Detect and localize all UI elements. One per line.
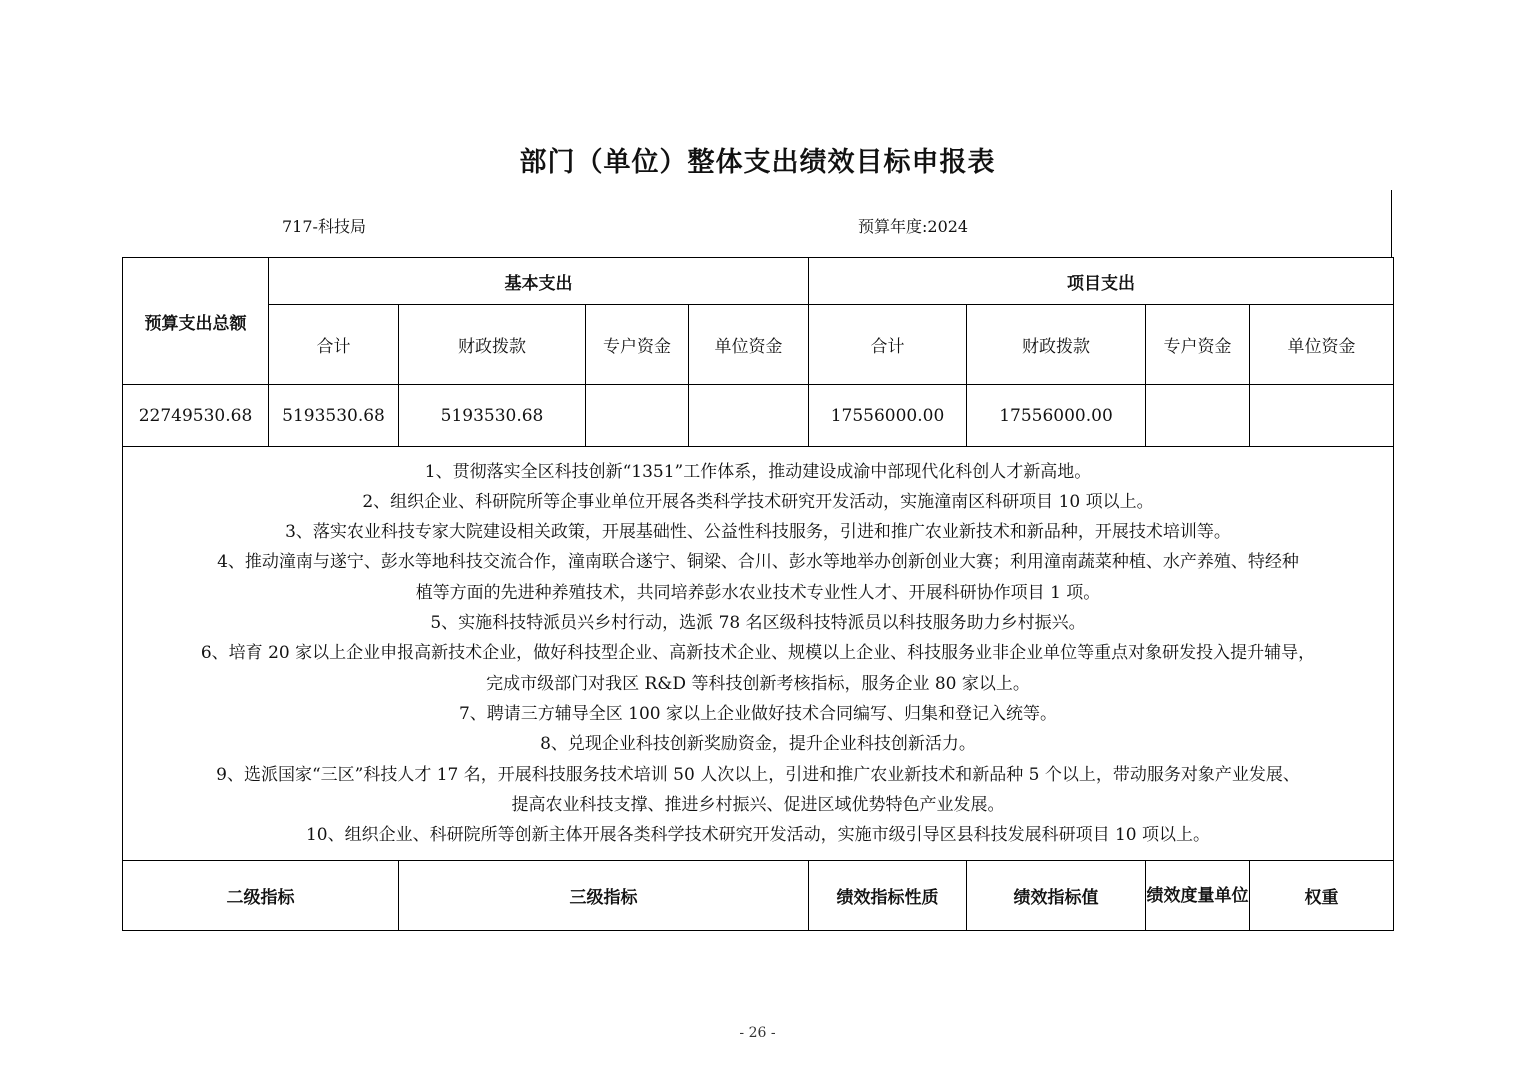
- basic-header: 基本支出: [269, 258, 809, 305]
- table-right-edge-line: [1391, 190, 1392, 258]
- goal-line: 1、贯彻落实全区科技创新“1351”工作体系，推动建设成渝中部现代化科创人才新高地。: [424, 461, 1092, 482]
- indicator-value-header: 绩效指标值: [967, 861, 1146, 931]
- goals-row: [123, 447, 1394, 861]
- goal-line: 6、培育 20 家以上企业申报高新技术企业，做好科技型企业、高新技术企业、规模以上企业、科技服务业非企业单位等重点对象研发投入提升辅导，: [200, 643, 1316, 664]
- page-title: 部门（单位）整体支出绩效目标申报表: [519, 147, 996, 178]
- total-value: 22749530.68: [123, 385, 269, 447]
- goal-line: 2、组织企业、科研院所等企事业单位开展各类科学技术研究开发活动，实施潼南区科研项目 10 项以上。: [362, 491, 1154, 512]
- project-fiscal-header: 财政拨款: [967, 305, 1146, 385]
- project-fiscal-value: 17556000.00: [967, 385, 1146, 447]
- goal-line: 植等方面的先进种养殖技术，共同培养彭水农业技术专业性人才、开展科研协作项目 1 项。: [415, 582, 1101, 603]
- unit-name: 717-科技局: [282, 217, 366, 236]
- basic-total-value: 5193530.68: [269, 385, 399, 447]
- project-unit-value: [1250, 385, 1394, 447]
- project-special-value: [1146, 385, 1250, 447]
- goal-line: 7、聘请三方辅导全区 100 家以上企业做好技术合同编写、归集和登记入统等。: [458, 703, 1058, 724]
- indicator-header-row: [123, 861, 1394, 931]
- total-header: 预算支出总额: [123, 258, 269, 385]
- budget-year: 预算年度:2024: [858, 217, 969, 236]
- goal-line: 9、选派国家“三区”科技人才 17 名，开展科技服务技术培训 50 人次以上，引进和推广农业新技术和新品种 5 个以上，带动服务对象产业发展、: [216, 764, 1300, 785]
- basic-unit-header: 单位资金: [689, 305, 809, 385]
- header-row-2: [123, 305, 1394, 385]
- goal-line: 10、组织企业、科研院所等创新主体开展各类科学技术研究开发活动，实施市级引导区县科技发展科研项目 10 项以上。: [305, 825, 1211, 846]
- goal-line: 5、实施科技特派员兴乡村行动，选派 78 名区级科技特派员以科技服务助力乡村振兴。: [430, 613, 1086, 634]
- measure-unit-header: 绩效度量单位: [1146, 861, 1250, 931]
- values-row: [123, 385, 1394, 447]
- header-row-1: [123, 258, 1394, 305]
- goal-line: 8、兑现企业科技创新奖励资金，提升企业科技创新活力。: [540, 734, 976, 755]
- basic-fiscal-value: 5193530.68: [399, 385, 586, 447]
- indicator-nature-header: 绩效指标性质: [809, 861, 967, 931]
- project-special-header: 专户资金: [1146, 305, 1250, 385]
- basic-special-value: [586, 385, 689, 447]
- project-unit-header: 单位资金: [1250, 305, 1394, 385]
- level2-indicator-header: 二级指标: [123, 861, 399, 931]
- goal-line: 4、推动潼南与遂宁、彭水等地科技交流合作，潼南联合遂宁、铜梁、合川、彭水等地举办创新创业大赛；利用潼南蔬菜种植、水产养殖、特经种: [217, 552, 1299, 573]
- basic-fiscal-header: 财政拨款: [399, 305, 586, 385]
- budget-table: [122, 257, 1394, 931]
- level3-indicator-header: 三级指标: [399, 861, 809, 931]
- goal-line: 提高农业科技支撑、推进乡村振兴、促进区域优势特色产业发展。: [511, 794, 1005, 815]
- page-number: - 26 -: [739, 1025, 776, 1041]
- basic-unit-value: [689, 385, 809, 447]
- goal-line: 完成市级部门对我区 R&D 等科技创新考核指标，服务企业 80 家以上。: [486, 673, 1030, 694]
- goal-line: 3、落实农业科技专家大院建设相关政策，开展基础性、公益性科技服务，引进和推广农业新技术和新品种，开展技术培训等。: [285, 522, 1231, 543]
- project-total-value: 17556000.00: [809, 385, 967, 447]
- performance-goals: [123, 447, 1394, 861]
- basic-special-header: 专户资金: [586, 305, 689, 385]
- project-header: 项目支出: [809, 258, 1394, 305]
- basic-total-header: 合计: [269, 305, 399, 385]
- project-total-header: 合计: [809, 305, 967, 385]
- weight-header: 权重: [1250, 861, 1394, 931]
